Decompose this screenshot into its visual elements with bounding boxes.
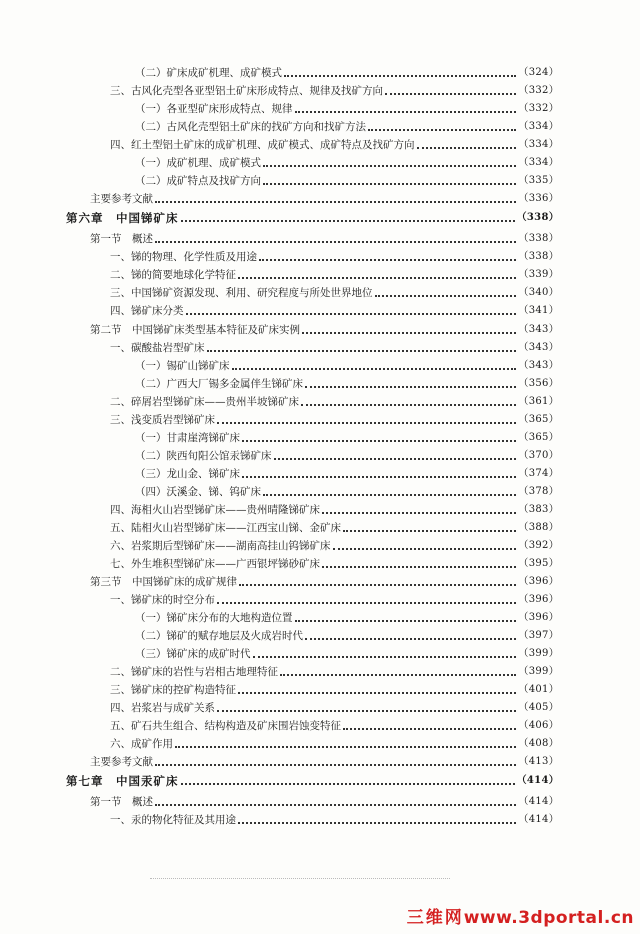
toc-entry-page: （332） — [518, 85, 559, 96]
leader-dots — [263, 159, 516, 167]
toc-entry-text: （一）各亚型矿床形成特点、规律 — [135, 103, 293, 115]
toc-entry-text: （二）广西大厂锡多金属伴生锑矿床 — [135, 378, 303, 390]
toc-section — [90, 575, 559, 589]
leader-dots — [217, 596, 516, 604]
toc-entry-page: （408） — [518, 738, 559, 749]
toc-entry — [135, 120, 559, 134]
leader-dots — [181, 214, 515, 222]
leader-dots — [263, 177, 516, 185]
toc-entry-text: （二）锑矿的赋存地层及火成岩时代 — [135, 630, 303, 642]
toc-entry — [135, 647, 559, 661]
leader-dots — [302, 326, 516, 334]
leader-dots — [301, 398, 516, 406]
leader-dots — [155, 235, 516, 243]
toc-entry-page: （338） — [518, 251, 559, 262]
toc-entry — [135, 449, 559, 463]
leader-dots — [305, 632, 516, 640]
toc-entry — [110, 557, 559, 571]
toc-entry-page: （396） — [518, 576, 559, 587]
leader-dots — [239, 578, 516, 586]
toc-entry — [110, 719, 559, 733]
leader-dots — [155, 758, 516, 766]
toc-entry — [110, 701, 559, 715]
toc-entry-page: （396） — [518, 612, 559, 623]
leader-dots — [155, 798, 516, 806]
toc-entry-page: （334） — [518, 157, 559, 168]
leader-dots — [284, 69, 516, 77]
leader-dots — [155, 195, 516, 203]
toc-entry-page: （401） — [518, 684, 559, 695]
toc-entry-page: （343） — [518, 360, 559, 371]
leader-dots — [274, 452, 517, 460]
toc-entry-page: （335） — [518, 175, 559, 186]
leader-dots — [295, 614, 517, 622]
toc-entry-text: （一）锑矿床分布的大地构造位置 — [135, 612, 293, 624]
toc-entry-text: 三、浅变质岩型锑矿床 — [110, 414, 215, 426]
toc-entry — [110, 503, 559, 517]
toc-chapter — [66, 211, 559, 225]
leader-dots — [368, 123, 516, 131]
toc-entry-page: （414） — [516, 775, 559, 786]
toc-entry-text: （二）矿床成矿机理、成矿模式 — [135, 67, 282, 79]
leader-dots — [253, 650, 517, 658]
leader-dots — [207, 344, 517, 352]
toc-entry — [110, 286, 559, 300]
toc-entry-text: 三、锑矿床的控矿构造特征 — [110, 684, 236, 696]
toc-entry-page: （405） — [518, 702, 559, 713]
toc-entry-text: 第一节 概述 — [90, 233, 153, 245]
toc-entry-text: 主要参考文献 — [90, 193, 153, 205]
leader-dots — [186, 307, 517, 315]
toc-entry-text: 三、中国锑矿资源发现、利用、研究程度与所处世界地位 — [110, 287, 373, 299]
toc-entry-page: （343） — [518, 324, 559, 335]
toc-entry-page: （334） — [518, 139, 559, 150]
toc-entry-text: （二）成矿特点及找矿方向 — [135, 175, 261, 187]
toc-entry-page: （383） — [518, 504, 559, 515]
toc-entry-text: 一、锑矿床的时空分布 — [110, 594, 215, 606]
toc-entry-page: （396） — [518, 594, 559, 605]
toc-entry-text: 六、岩浆期后型锑矿床——湖南高挂山钨锑矿床 — [110, 540, 331, 552]
toc-entry — [110, 395, 559, 409]
toc-entry-text: 五、矿石共生组合、结构构造及矿床围岩蚀变特征 — [110, 720, 341, 732]
toc-entry-page: （406） — [518, 720, 559, 731]
toc-section — [90, 232, 559, 246]
leader-dots — [280, 668, 516, 676]
leader-dots — [333, 542, 517, 550]
leader-dots — [322, 506, 516, 514]
toc-entry — [110, 250, 559, 264]
toc-entry-page: （414） — [518, 796, 559, 807]
toc-entry-page: （356） — [518, 378, 559, 389]
toc-section — [90, 323, 559, 337]
toc-entry — [135, 102, 559, 116]
watermark-url: www.3dportal.cn — [463, 908, 634, 928]
toc-entry-page: （397） — [518, 630, 559, 641]
toc-entry — [110, 268, 559, 282]
leader-dots — [217, 416, 516, 424]
scan-noise — [150, 872, 450, 879]
leader-dots — [375, 289, 517, 297]
toc-entry-page: （340） — [518, 287, 559, 298]
leader-dots — [343, 524, 516, 532]
leader-dots — [242, 434, 516, 442]
toc-entry-text: 四、海相火山岩型锑矿床——贵州晴隆锑矿床 — [110, 504, 320, 516]
toc-entry-text: 二、锑矿床的岩性与岩相古地理特征 — [110, 666, 278, 678]
toc-entry-page: （324） — [518, 67, 559, 78]
toc-entry — [135, 611, 559, 625]
toc-entry — [110, 813, 559, 827]
toc-entry-text: 三、古风化壳型各亚型铝土矿床形成特点、规律及找矿方向 — [110, 85, 383, 97]
leader-dots — [263, 488, 516, 496]
leader-dots — [242, 470, 516, 478]
toc-entry-page: （365） — [518, 414, 559, 425]
toc-entry-page: （395） — [518, 558, 559, 569]
toc-entry-text: （三）龙山金、锑矿床 — [135, 468, 240, 480]
watermark-prefix: 三维网 — [406, 908, 464, 928]
toc-entry — [135, 485, 559, 499]
toc-entry-page: （339） — [518, 269, 559, 280]
toc-entry-page: （343） — [518, 342, 559, 353]
leader-dots — [181, 777, 515, 785]
toc-entry-page: （370） — [518, 450, 559, 461]
toc-entry-page: （392） — [518, 540, 559, 551]
toc-entry-text: 四、锑矿床分类 — [110, 305, 184, 317]
leader-dots — [259, 253, 516, 261]
leader-dots — [238, 271, 516, 279]
toc-entry-text: 第三节 中国锑矿床的成矿规律 — [90, 576, 237, 588]
leader-dots — [217, 704, 516, 712]
leader-dots — [295, 105, 517, 113]
toc-entry — [110, 665, 559, 679]
toc-entry — [110, 341, 559, 355]
toc-entry-text: 四、红土型铝土矿床的成矿机理、成矿模式、成矿特点及找矿方向 — [110, 139, 415, 151]
toc-entry — [135, 377, 559, 391]
leader-dots — [385, 87, 516, 95]
toc-entry-text: 一、汞的物化特征及其用途 — [110, 814, 236, 826]
toc-entry-text: 一、碳酸盐岩型矿床 — [110, 342, 205, 354]
toc-entry — [110, 413, 559, 427]
toc-entry-page: （399） — [518, 648, 559, 659]
toc-entry — [135, 156, 559, 170]
toc-entry-page: （413） — [518, 756, 559, 767]
toc-entry — [110, 304, 559, 318]
toc-entry-text: （二）陕西旬阳公馆汞锑矿床 — [135, 450, 272, 462]
toc-entry-text: 四、岩浆岩与成矿关系 — [110, 702, 215, 714]
toc-entry-text: （一）成矿机理、成矿模式 — [135, 157, 261, 169]
toc-entry-text: 第七章 中国汞矿床 — [66, 774, 179, 788]
toc-entry-text: （一）锡矿山锑矿床 — [135, 360, 230, 372]
toc-entry — [135, 629, 559, 643]
toc-entry-page: （374） — [518, 468, 559, 479]
toc-entry-text: 七、外生堆积型锑矿床——广西银坪锑砂矿床 — [110, 558, 320, 570]
toc-entry-text: 一、锑的物理、化学性质及用途 — [110, 251, 257, 263]
leader-dots — [322, 560, 516, 568]
toc-entry-page: （365） — [518, 432, 559, 443]
toc-entry-page: （336） — [518, 193, 559, 204]
toc-entry-page: （388） — [518, 522, 559, 533]
toc-entry-page: （414） — [518, 814, 559, 825]
toc-entry — [90, 192, 559, 206]
toc-chapter — [66, 774, 559, 788]
toc-entry-text: 六、成矿作用 — [110, 738, 173, 750]
leader-dots — [175, 740, 516, 748]
toc-entry — [110, 683, 559, 697]
toc-entry-text: 第六章 中国锑矿床 — [66, 211, 179, 225]
toc-entry-page: （378） — [518, 486, 559, 497]
toc-entry-page: （338） — [516, 212, 559, 223]
toc-entry — [110, 737, 559, 751]
toc-entry-text: （三）锑矿床的成矿时代 — [135, 648, 251, 660]
toc-entry-text: （二）古风化壳型铝土矿床的找矿方向和找矿方法 — [135, 121, 366, 133]
toc-entry — [110, 593, 559, 607]
toc-entry-text: 主要参考文献 — [90, 756, 153, 768]
toc-entry-page: （332） — [518, 103, 559, 114]
toc-entry — [135, 431, 559, 445]
toc-entry-page: （338） — [518, 233, 559, 244]
toc-entry-text: 第二节 中国锑矿床类型基本特征及矿床实例 — [90, 324, 300, 336]
toc-entry — [110, 539, 559, 553]
toc-entry-page: （334） — [518, 121, 559, 132]
toc-entry-text: 第一节 概述 — [90, 796, 153, 808]
toc-entry-text: 二、锑的简要地球化学特征 — [110, 269, 236, 281]
toc-entry-text: 二、碎屑岩型锑矿床——贵州半坡锑矿床 — [110, 396, 299, 408]
toc-entry — [110, 138, 559, 152]
leader-dots — [238, 816, 516, 824]
toc-section — [90, 795, 559, 809]
leader-dots — [417, 141, 517, 149]
toc-entry — [135, 467, 559, 481]
toc-entry — [90, 755, 559, 769]
toc-entry — [110, 521, 559, 535]
toc-entry — [135, 66, 559, 80]
toc-entry-text: 五、陆相火山岩型锑矿床——江西宝山锑、金矿床 — [110, 522, 341, 534]
toc-entry-page: （361） — [518, 396, 559, 407]
leader-dots — [238, 686, 516, 694]
toc-entry — [110, 84, 559, 98]
toc-entry-page: （341） — [518, 305, 559, 316]
leader-dots — [232, 362, 517, 370]
toc-entry — [135, 174, 559, 188]
leader-dots — [343, 722, 516, 730]
toc-entry — [135, 359, 559, 373]
toc-entry-page: （399） — [518, 666, 559, 677]
toc-entry-text: （四）沃溪金、锑、钨矿床 — [135, 486, 261, 498]
toc-entry-text: （一）甘肃崖湾锑矿床 — [135, 432, 240, 444]
site-watermark — [407, 903, 634, 928]
leader-dots — [305, 380, 516, 388]
